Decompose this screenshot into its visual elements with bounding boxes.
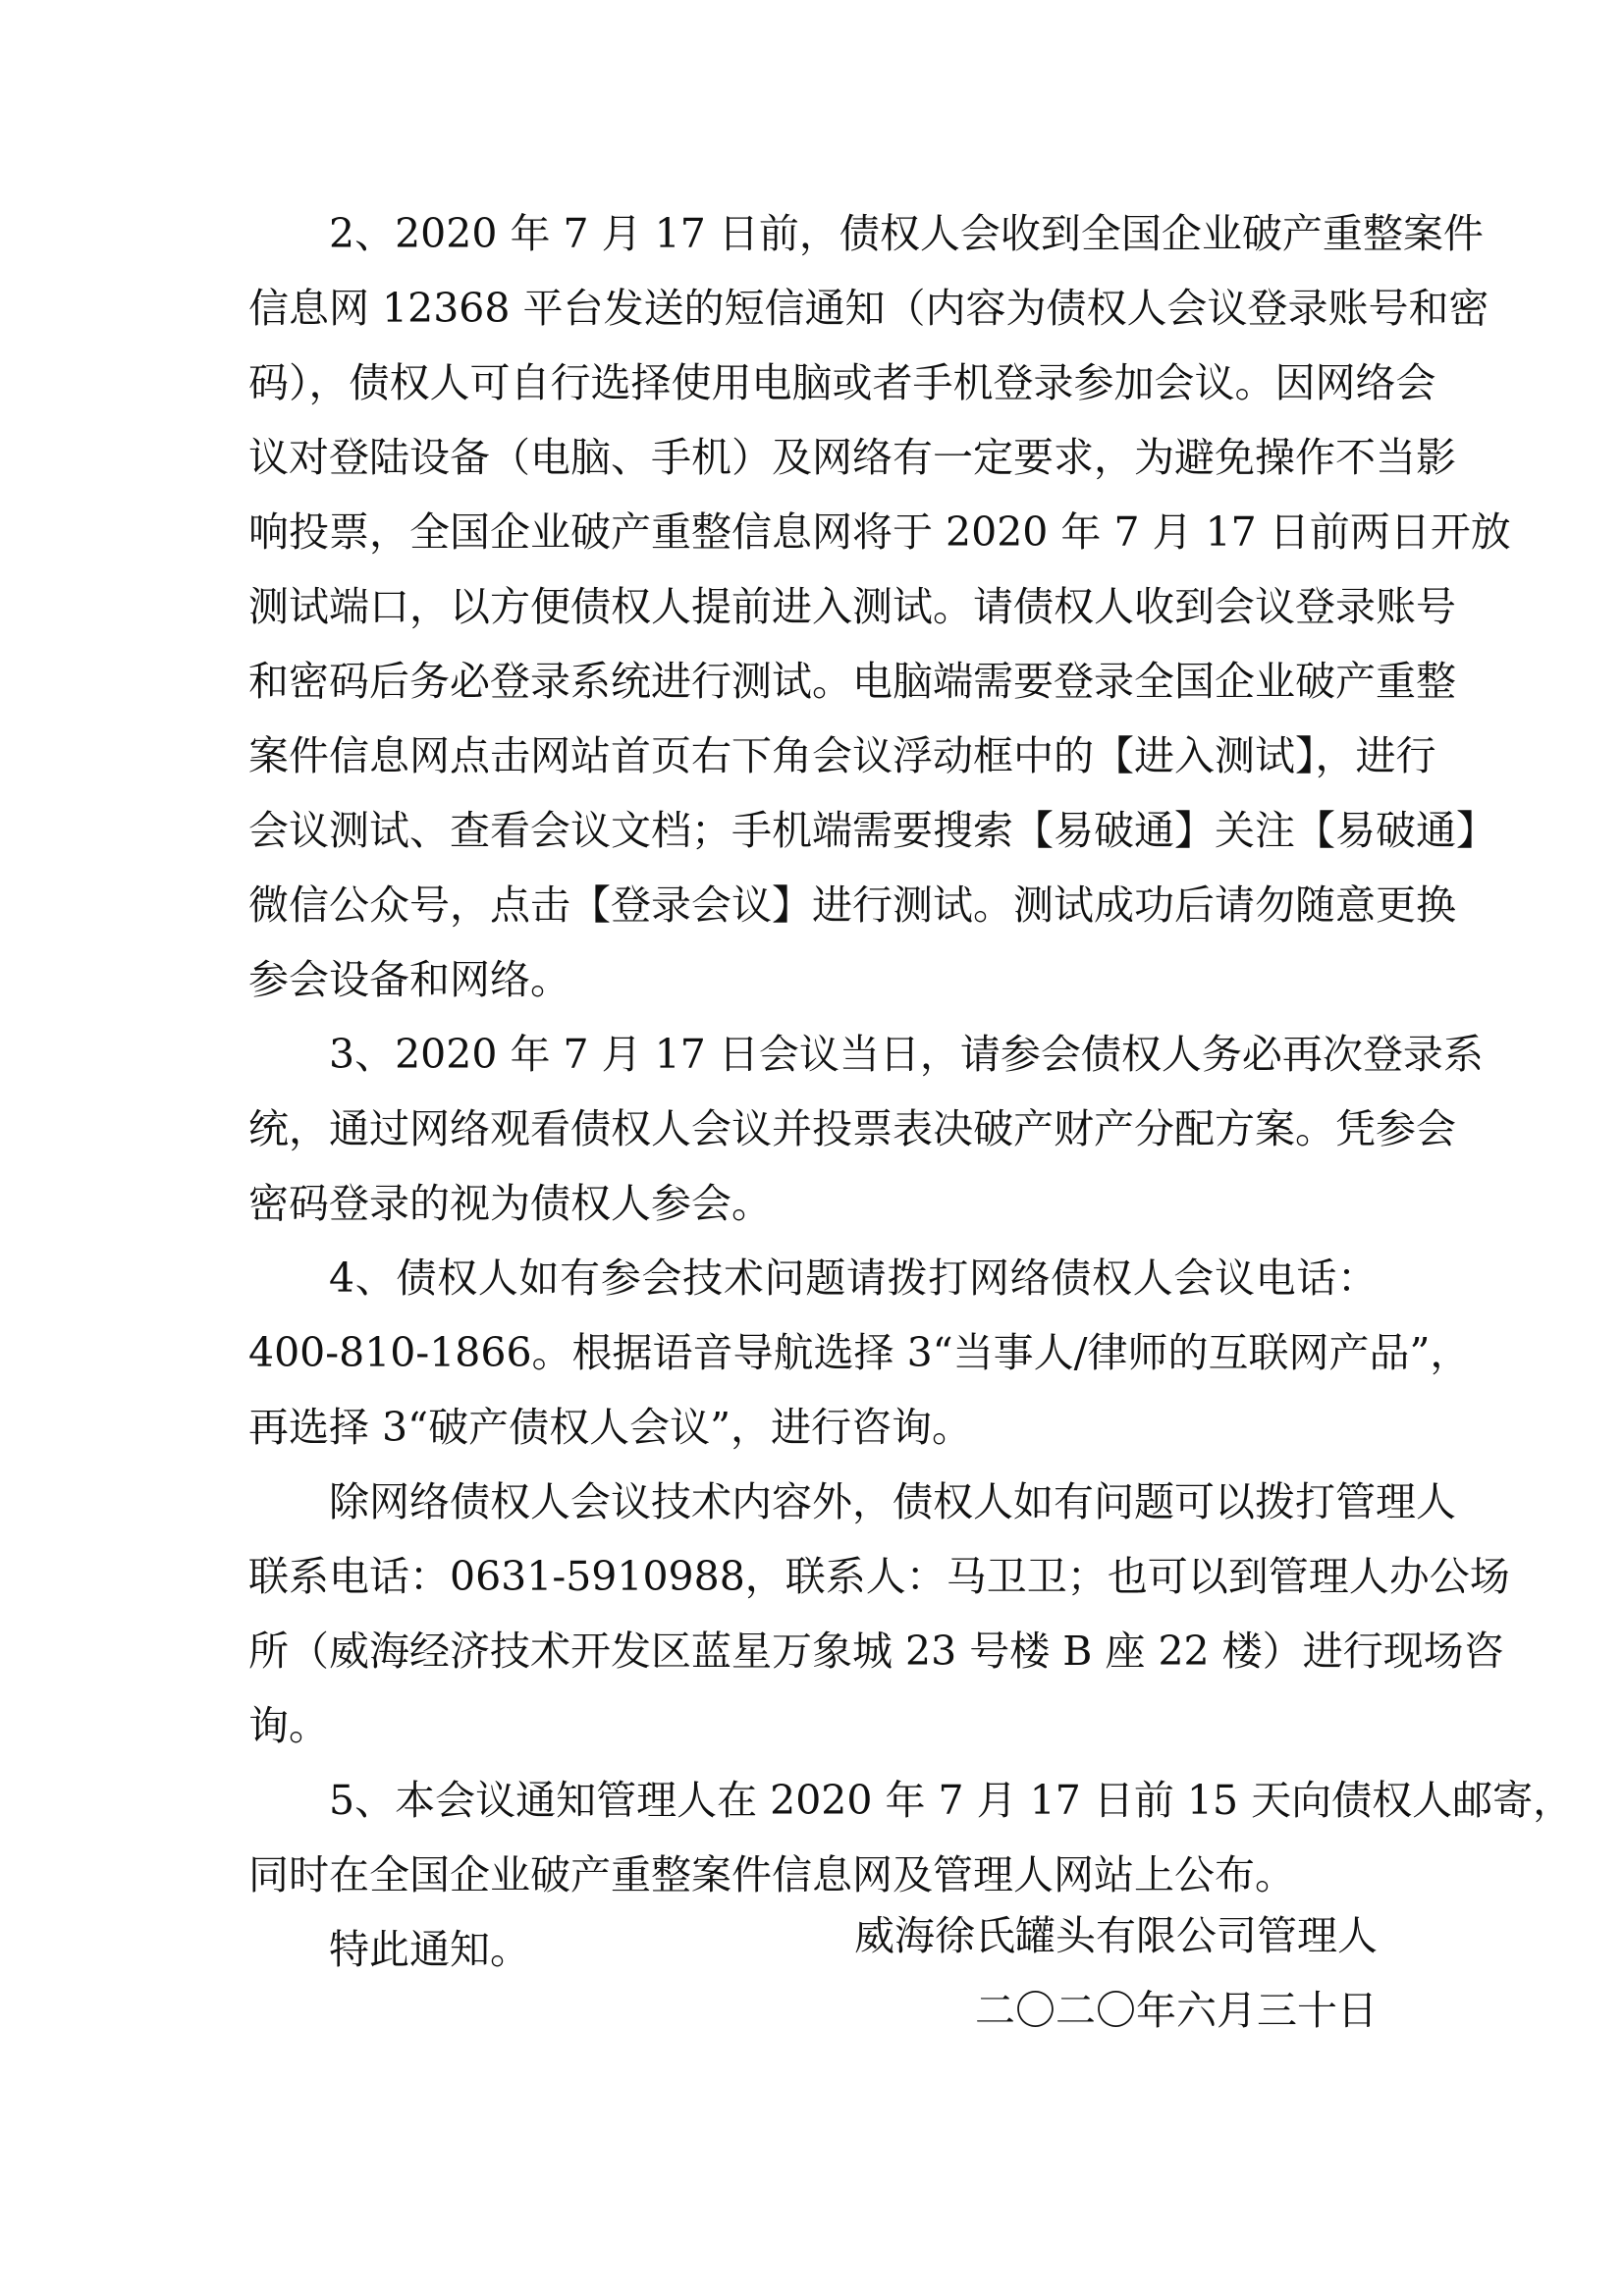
text-line: 响投票，全国企业破产重整信息网将于 2020 年 7 月 17 日前两日开放 (248, 508, 1511, 556)
paragraph-item-4 (248, 1241, 1471, 1465)
text-line: 同时在全国企业破产重整案件信息网及管理人网站上公布。 (248, 1851, 1295, 1898)
paragraph-item-5 (248, 1763, 1574, 1912)
text-line: 信息网 12368 平台发送的短信通知（内容为债权人会议登录账号和密 (248, 285, 1489, 332)
paragraph-item-3 (248, 1017, 1484, 1241)
paragraph-item-2 (248, 196, 1511, 1017)
paragraph-contact (248, 1465, 1510, 1763)
signature-organization: 威海徐氏罐头有限公司管理人 (854, 1912, 1378, 1959)
text-line: 5、本会议通知管理人在 2020 年 7 月 17 日前 15 天向债权人邮寄， (329, 1777, 1574, 1824)
text-line: 400-810-1866。根据语音导航选择 3“当事人/律师的互联网产品”， (248, 1329, 1471, 1376)
text-line: 议对登陆设备（电脑、手机）及网络有一定要求，为避免操作不当影 (248, 434, 1456, 481)
signature-date: 二〇二〇年六月三十日 (975, 1987, 1378, 2034)
closing-text: 特此通知。 (329, 1926, 530, 1973)
text-line: 微信公众号，点击【登录会议】进行测试。测试成功后请勿随意更换 (248, 881, 1456, 929)
text-line: 询。 (248, 1702, 329, 1749)
text-line: 案件信息网点击网站首页右下角会议浮动框中的【进入测试】，进行 (248, 732, 1436, 779)
text-line: 联系电话：0631-5910988，联系人：马卫卫；也可以到管理人办公场 (248, 1553, 1510, 1600)
text-line: 4、债权人如有参会技术问题请拨打网络债权人会议电话： (329, 1255, 1378, 1302)
text-line: 3、2020 年 7 月 17 日会议当日，请参会债权人务必再次登录系 (329, 1031, 1484, 1078)
text-line: 所（威海经济技术开发区蓝星万象城 23 号楼 B 座 22 楼）进行现场咨 (248, 1628, 1504, 1675)
text-line: 再选择 3“破产债权人会议”，进行咨询。 (248, 1404, 973, 1451)
text-line: 码），债权人可自行选择使用电脑或者手机登录参加会议。因网络会 (248, 359, 1436, 406)
text-line: 2、2020 年 7 月 17 日前，债权人会收到全国企业破产重整案件 (329, 210, 1484, 257)
text-line: 除网络债权人会议技术内容外，债权人如有问题可以拨打管理人 (329, 1478, 1456, 1525)
document-body (248, 196, 1574, 1987)
text-line: 会议测试、查看会议文档；手机端需要搜索【易破通】关注【易破通】 (248, 807, 1496, 854)
text-line: 和密码后务必登录系统进行测试。电脑端需要登录全国企业破产重整 (248, 658, 1456, 705)
text-line: 测试端口，以方便债权人提前进入测试。请债权人收到会议登录账号 (248, 583, 1456, 630)
text-line: 参会设备和网络。 (248, 956, 570, 1003)
text-line: 密码登录的视为债权人参会。 (248, 1180, 772, 1227)
text-line: 统，通过网络观看债权人会议并投票表决破产财产分配方案。凭参会 (248, 1105, 1456, 1152)
